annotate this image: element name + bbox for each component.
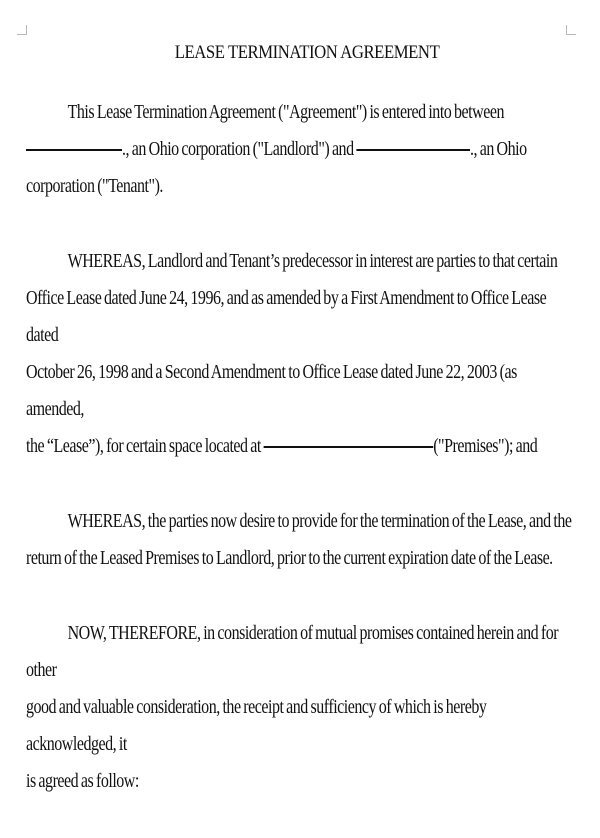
paragraph-line: NOW, THEREFORE, in consideration of mutual promises contained herein and for other [26,622,559,681]
paragraph-whereas-lease [26,243,574,465]
paragraph-line: This Lease Termination Agreement ("Agreement") is entered into between [67,101,504,123]
paragraph-line: WHEREAS, Landlord and Tenant’s predecessor in interest are parties to that certain [67,250,558,272]
paragraph-now-therefore [26,615,574,800]
document-title: LEASE TERMINATION AGREEMENT [174,42,440,63]
paragraph-line: ("Premises"); and [433,435,538,457]
paragraph-line: corporation ("Tenant"). [26,175,163,197]
premises-address-blank[interactable] [264,446,434,448]
paragraph-whereas-termination [26,503,574,577]
paragraph-parties [26,94,574,205]
paragraph-line: ., an Ohio [469,138,527,160]
tenant-name-blank[interactable] [356,149,470,151]
paragraph-line: ., an Ohio corporation ("Landlord") and [122,138,354,160]
paragraph-line: Office Lease dated June 24, 1996, and as amended by a First Amendment to Office Lease dated [26,287,547,346]
page-corner-mark-top-left [17,25,27,35]
paragraph-line: October 26, 1998 and a Second Amendment to Office Lease dated June 22, 2003 (as amended, [26,361,517,420]
paragraph-line: the “Lease”), for certain space located at [26,435,261,457]
paragraph-line: is agreed as follow: [26,770,139,792]
paragraph-line: good and valuable consideration, the receipt and sufficiency of which is hereby acknowledged, it [26,696,487,755]
paragraph-line: return of the Leased Premises to Landlord, prior to the current expiration date of the Lease. [26,547,553,569]
page-corner-mark-top-right [566,25,576,35]
paragraph-line: WHEREAS, the parties now desire to provide for the termination of the Lease, and the [67,510,572,532]
landlord-name-blank[interactable] [26,149,122,151]
document-body [26,42,574,838]
